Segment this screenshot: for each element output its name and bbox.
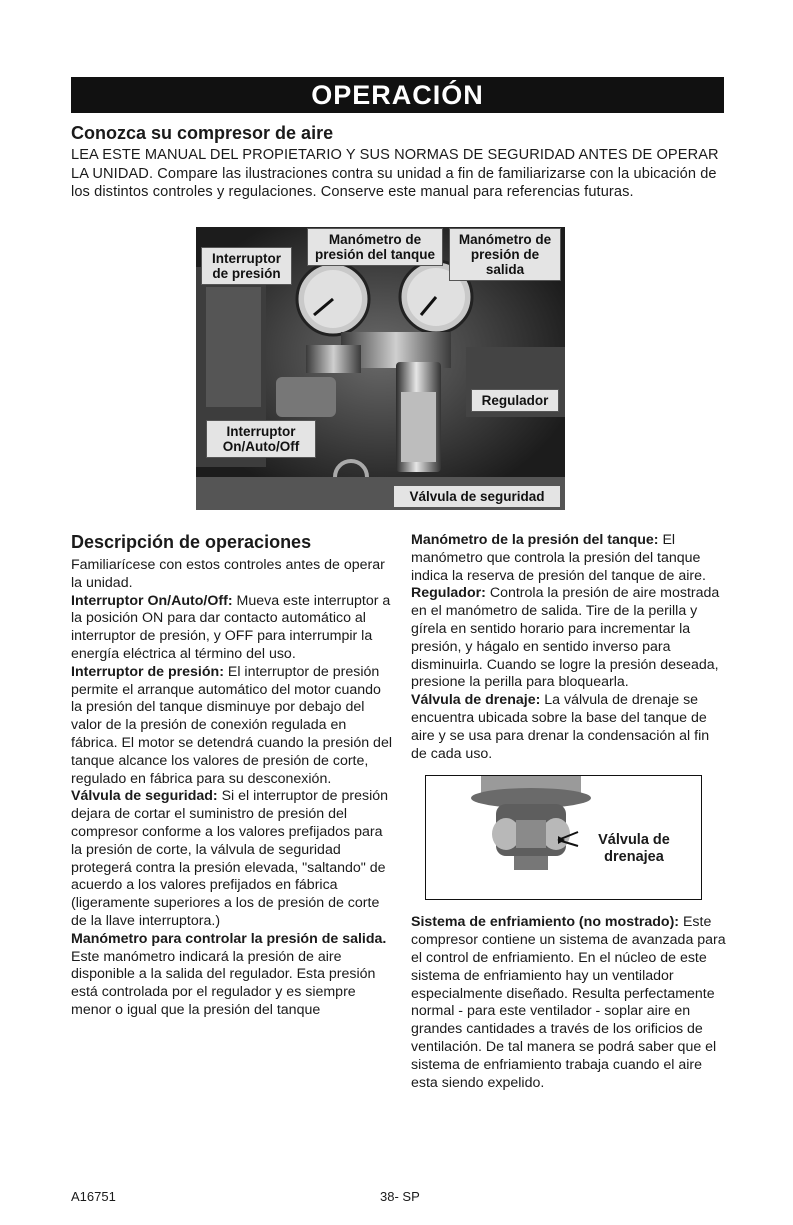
label-tank-gauge: Manómetro de presión del tanque bbox=[307, 228, 443, 266]
drain-valve-figure bbox=[425, 775, 702, 900]
label-regulator: Regulador bbox=[471, 389, 559, 412]
page-number: 38- SP bbox=[380, 1189, 420, 1204]
item-tank-gauge: Manómetro de la presión del tanque: El manómetro que controla la presión del tanque indica la reserva de presión del tanque de aire. bbox=[411, 532, 706, 584]
item-cooling-system: Sistema de enfriamiento (no mostrado): Este compresor contiene un sistema de avanzada para el control de enfriamiento. En el núcleo de este sistema de enfriamiento hay un ventilador especialmente diseñado. Resulta perfectamente normal - para este ventilador - soplar aire en grandes cantidades a través de los orificios de ventilación. De tal manera se podrá saber que el sistema de enfriamiento trabaja cuando el aire esta siendo expelido. bbox=[411, 914, 726, 1091]
right-column bbox=[411, 532, 727, 1092]
label-drain-valve: Válvula de drenajea bbox=[598, 832, 670, 866]
label-pressure-switch: Interruptor de presión bbox=[201, 247, 292, 285]
intro-heading: Conozca su compresor de aire bbox=[71, 123, 334, 143]
section-title: OPERACIÓN bbox=[311, 79, 484, 110]
operations-intro: Familiarícese con estos controles antes de operar la unidad. bbox=[71, 557, 385, 591]
document-code: A16751 bbox=[71, 1189, 116, 1204]
intro-text: LEA ESTE MANUAL DEL PROPIETARIO Y SUS NORMAS DE SEGURIDAD ANTES DE OPERAR LA UNIDAD. Compare las ilustraciones contra su unidad a fin de familiarizarse con la ubicación de los distintos controles y regulaciones. Conserve este manual para referencias futuras. bbox=[71, 147, 719, 200]
label-outlet-gauge: Manómetro de presión de salida bbox=[449, 228, 561, 281]
left-column bbox=[71, 532, 393, 1020]
item-pressure-switch: Interruptor de presión: El interruptor de presión permite el arranque automático del motor cuando la presión del tanque disminuye por debajo del valor de la presión de conexión regulada en fábrica. El motor se detendrá cuando la presión del tanque alcance los valores de presión de corte, regulado en fábrica para su desconexión. bbox=[71, 663, 392, 787]
label-on-auto-off: Interruptor On/Auto/Off bbox=[206, 420, 316, 458]
compressor-photo bbox=[196, 227, 565, 510]
label-safety-valve: Válvula de seguridad bbox=[393, 485, 561, 508]
section-banner bbox=[71, 77, 724, 113]
item-on-auto-off: Interruptor On/Auto/Off: Mueva este interruptor a la posición ON para dar contacto automático al interruptor de presión, y OFF para interrumpir la energía eléctrica al término del uso. bbox=[71, 592, 391, 662]
item-drain-valve: Válvula de drenaje: La válvula de drenaje se encuentra ubicada sobre la base del tanque de aire y se usa para drenar la condensación al fin de cada uso. bbox=[411, 692, 710, 762]
item-outlet-gauge: Manómetro para controlar la presión de salida. Este manómetro indicará la presión de aire disponible a la salida del regulador. Esta presión está controlada por el regulador y es siempre menor o igual que la presión del tanque bbox=[71, 930, 387, 1018]
operations-heading: Descripción de operaciones bbox=[71, 532, 312, 552]
item-regulator: Regulador: Controla la presión de aire mostrada en el manómetro de salida. Tire de la perilla y gírela en sentido horario para incrementar la presión, y hágalo en sentido inverso para disminuirla. Cuando se logre la presión deseada, presione la perilla para bloquearla. bbox=[411, 585, 720, 691]
item-safety-valve: Válvula de seguridad: Si el interruptor de presión dejara de cortar el suministro de presión del compresor conforme a los valores prefijados para la presión de corte, la válvula de seguridad protegerá contra la presión elevada, "saltando" de acuerdo a los valores prefijados en fábrica (ligeramente superiores a los de presión de corte de la llave interruptora.) bbox=[71, 788, 388, 929]
